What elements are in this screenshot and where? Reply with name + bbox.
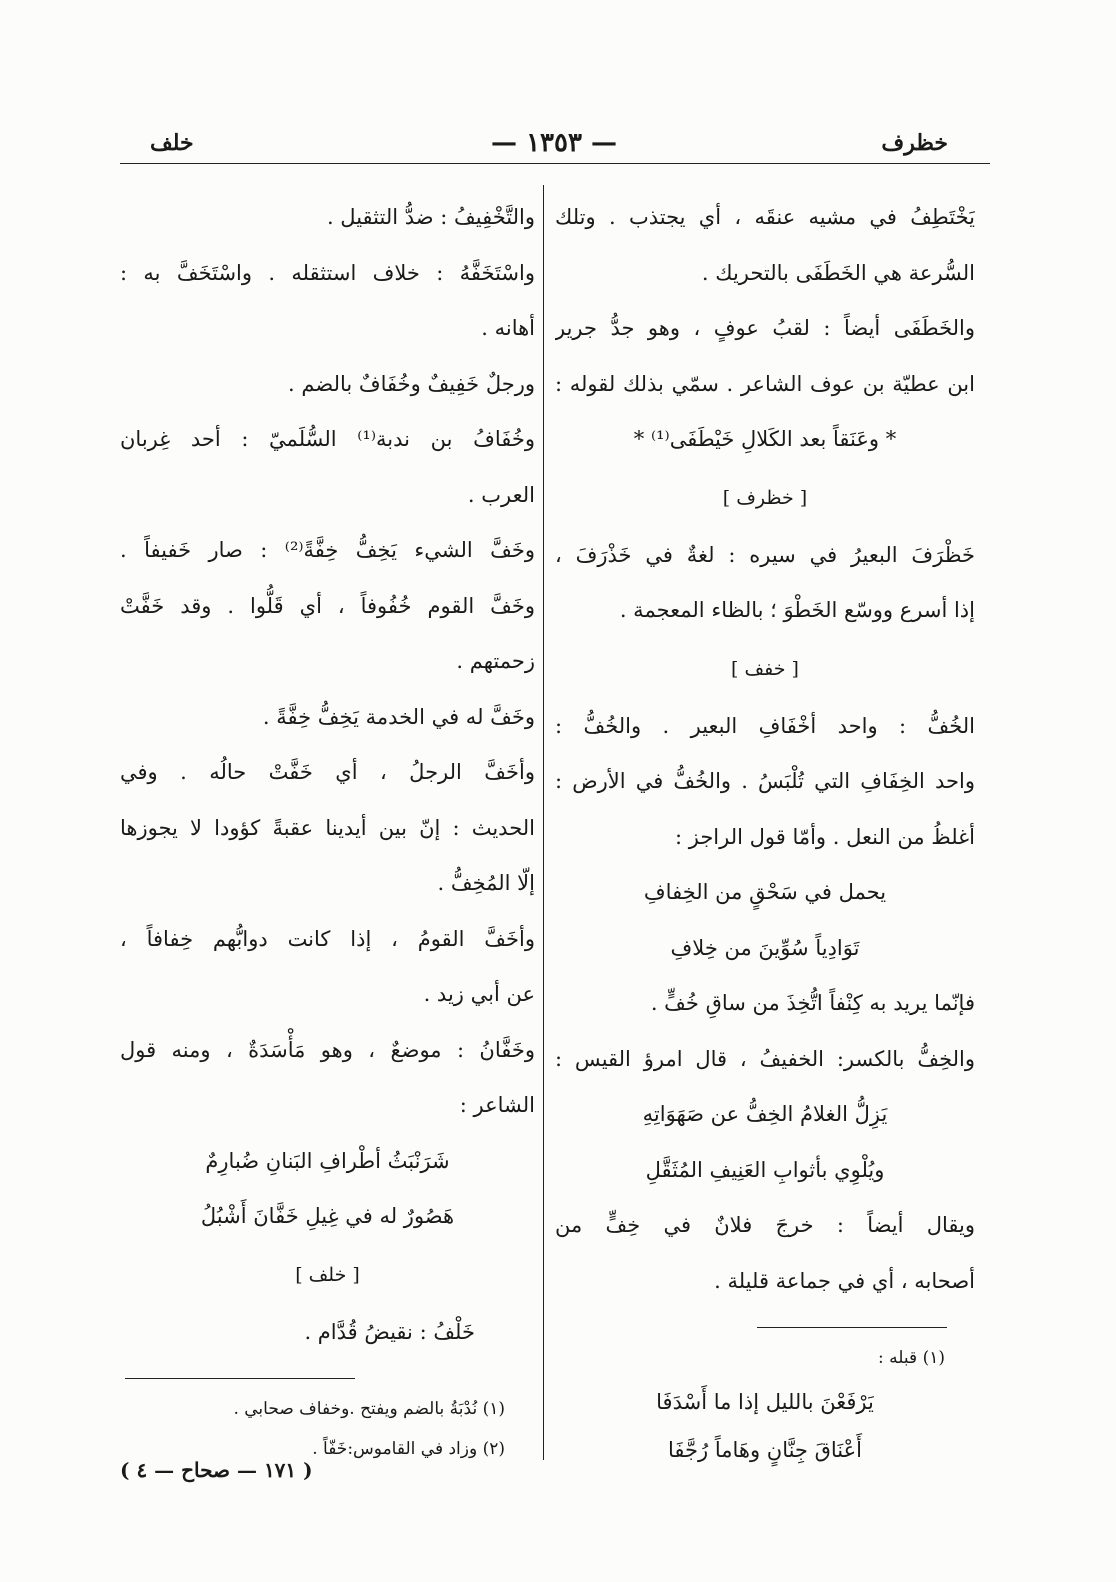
text-line: وخَفَّانُ : موضعٌ ، وهو مَأْسَدَةٌ ، ومنه قول: [120, 1037, 535, 1062]
right-column: [555, 190, 975, 1474]
text-line: ويقال أيضاً : خرجَ فلانٌ في خِفٍّ من: [555, 1213, 975, 1237]
footnote: (٢) وزاد في القاموس:خَفّاً .: [312, 1439, 505, 1459]
text-line: الشاعر :: [459, 1093, 535, 1117]
text-line: العرب .: [467, 482, 535, 507]
text-line: فإنّما يريد به كِنْفاً اتُّخِذَ من ساقِ خُفٍّ .: [650, 991, 975, 1015]
footnote: (١) نُدْبَةُ بالضم ويفتح .وخفاف صحابي .: [233, 1399, 505, 1419]
text-line: خَظْرَفَ البعيرُ في سيره : لغةٌ في خَذْرَفَ ،: [555, 542, 975, 567]
text-line: والخِفُّ بالكسر: الخفيفُ ، قال امرؤ القيس :: [555, 1046, 975, 1071]
footnote-rule: [125, 1378, 355, 1379]
text-line: زحمتهم .: [456, 649, 535, 673]
text-line: وأخَفَّ الرجلُ ، أي خَفَّتْ حالُه . وفي: [120, 760, 535, 784]
text-line: وخَفَّ الشيء يَخِفُّ خِفَّةً⁽²⁾ : صار خَفيفاً .: [120, 538, 535, 562]
text-line: ابن عطيّة بن عوف الشاعر . سمّي بذلك لقوله :: [555, 371, 975, 396]
verse-line: * وعَنَقاً بعد الكَلالِ خَيْطَفَى⁽¹⁾ *: [633, 427, 897, 451]
verse-line: شَرَنْبَثُ أطْرافِ البَنانِ ضُبارِمٌ: [205, 1148, 450, 1173]
verse-line: هَصُورٌ له في غِيلِ خَفَّانَ أَشْبُلُ: [200, 1204, 455, 1228]
text-line: أغلظُ من النعل . وأمّا قول الراجز :: [674, 824, 975, 849]
text-line: واحد الخِفَافِ التي تُلْبَسُ . والخُفُّ في الأرض :: [555, 769, 975, 793]
text-line: الخُفُّ : واحد أخْفَافِ البعير . والخُفُّ :: [555, 713, 975, 738]
text-line: والخَطَفَى أيضاً : لقبُ عوفٍ ، وهو جدُّ جرير: [555, 316, 975, 340]
column-divider: [543, 185, 544, 1460]
verse-line: يَزِلُّ الغلامُ الخِفُّ عن صَهَوَاتِهِ: [642, 1102, 888, 1126]
text-line: إذا أسرع ووسّع الخَطْوَ ؛ بالظاء المعجمة .: [619, 598, 975, 622]
verse-line: يحمل في سَحْقٍ من الخِفافِ: [643, 880, 887, 904]
printer-signature: ( ١٧١ — صحاح — ٤ ): [120, 1458, 313, 1482]
header-left-keyword: خلف: [150, 130, 194, 156]
text-line: وأخَفَّ القومُ ، إذا كانت دوابُّهم خِفافاً ،: [120, 926, 535, 951]
text-line: إلّا المُخِفُّ .: [437, 871, 535, 895]
text-line: وخَفَّ له في الخدمة يَخِفُّ خِفَّةً .: [262, 704, 535, 729]
text-line: واسْتَخَفَّهُ : خلاف استثقله . واسْتَخَفَّ به :: [120, 260, 535, 285]
page-header: [120, 128, 988, 168]
header-right-keyword: خظرف: [881, 130, 948, 156]
verse-line: تَوَادِياً سُوِّينَ من خِلافِ: [670, 935, 860, 960]
header-rule: [120, 163, 990, 164]
entry-heading-khalf: [ خلف ]: [295, 1263, 360, 1286]
text-line: السُّرعة هي الخَطَفَى بالتحريك .: [701, 260, 975, 285]
text-line: عن أبي زيد .: [423, 982, 535, 1006]
text-line: أصحابه ، أي في جماعة قليلة .: [714, 1268, 975, 1293]
text-line: ورجلٌ خَفِيفٌ وخُفَافٌ بالضم .: [288, 371, 535, 396]
footnote-rule: [757, 1327, 947, 1328]
verse-line: ويُلْوِي بأثوابِ العَنِيفِ المُثَقَّلِ: [645, 1157, 885, 1182]
entry-heading-khaff: [ خفف ]: [731, 657, 799, 680]
text-line: والتَّخْفِيفُ : ضدُّ التثقيل .: [326, 205, 535, 229]
page-number: — ١٣٥٣ —: [491, 128, 617, 158]
footnote: (١) قبله :: [878, 1348, 945, 1368]
text-line: وخَفَّ القوم خُفُوفاً ، أي قَلُّوا . وقد خَفَّتْ: [120, 593, 535, 618]
footnote-verse: أَعْنَاقَ جِنَّانٍ وهَاماً رُجَّفَا: [668, 1438, 862, 1462]
left-column: [120, 190, 535, 1469]
text-line: أهانه .: [481, 316, 535, 340]
entry-heading-khazraf: [ خظرف ]: [722, 486, 808, 509]
footnote-verse: يَرْفَعْنَ بالليل إذا ما أَسْدَفَا: [656, 1390, 874, 1414]
text-line: خَلْفُ : نقيضُ قُدَّام .: [304, 1319, 475, 1344]
text-line: وخُفَافُ بن ندبة⁽¹⁾ السُّلَميّ : أحد غِربان: [120, 427, 535, 451]
text-line: يَخْتَطِفُ في مشيه عنقَه ، أي يجتذب . وتلك: [555, 205, 975, 229]
text-line: الحديث : إنّ بين أيدينا عقبةً كؤودا لا يجوزها: [120, 815, 535, 840]
